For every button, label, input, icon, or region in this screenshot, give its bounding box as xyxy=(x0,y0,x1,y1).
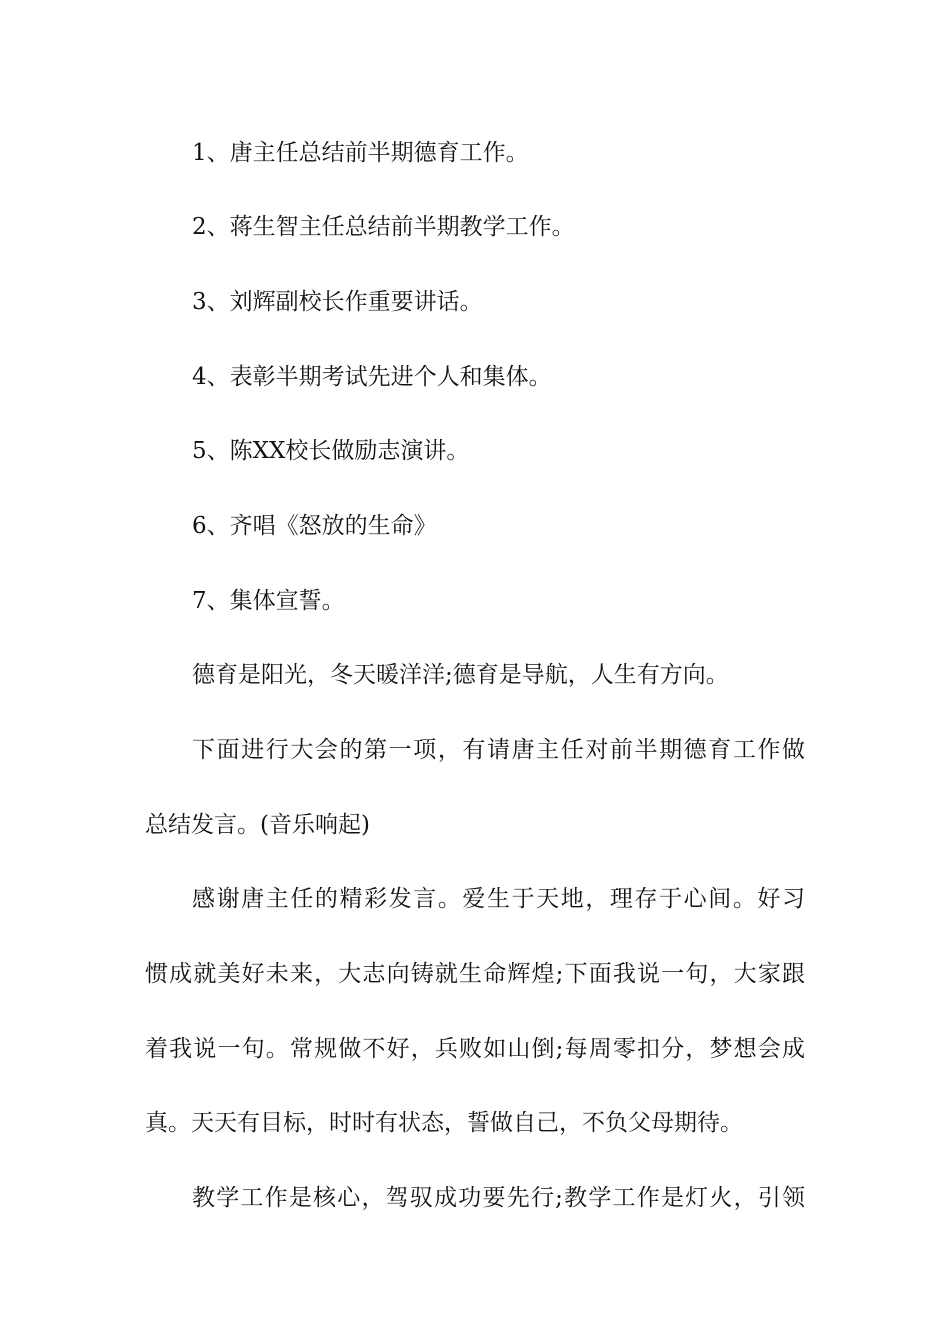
agenda-item-7: 7、集体宣誓。 xyxy=(192,588,345,614)
agenda-item-5: 5、陈XX校长做励志演讲。 xyxy=(192,438,470,464)
agenda-item-2: 2、蒋生智主任总结前半期教学工作。 xyxy=(192,214,575,240)
agenda-item-1: 1、唐主任总结前半期德育工作。 xyxy=(192,140,529,166)
paragraph-moral-education: 德育是阳光，冬天暖洋洋;德育是导航，人生有方向。 xyxy=(192,662,729,688)
paragraph-thanks-line1: 感谢唐主任的精彩发言。爱生于天地，理存于心间。好习 xyxy=(192,886,805,912)
paragraph-first-item-line1: 下面进行大会的第一项，有请唐主任对前半期德育工作做 xyxy=(192,737,805,763)
agenda-item-6: 6、齐唱《怒放的生命》 xyxy=(192,513,437,539)
agenda-item-3: 3、刘辉副校长作重要讲话。 xyxy=(192,289,483,315)
paragraph-thanks-line3: 着我说一句。常规做不好，兵败如山倒;每周零扣分，梦想会成 xyxy=(145,1036,805,1062)
paragraph-thanks-line4: 真。天天有目标，时时有状态，誓做自己，不负父母期待。 xyxy=(145,1110,743,1136)
agenda-item-4: 4、表彰半期考试先进个人和集体。 xyxy=(192,364,552,390)
paragraph-teaching-line1: 教学工作是核心，驾驭成功要先行;教学工作是灯火，引领 xyxy=(192,1185,805,1211)
paragraph-thanks-line2: 惯成就美好未来，大志向铸就生命辉煌;下面我说一句，大家跟 xyxy=(145,961,805,987)
paragraph-first-item-line2: 总结发言。(音乐响起) xyxy=(145,812,370,838)
